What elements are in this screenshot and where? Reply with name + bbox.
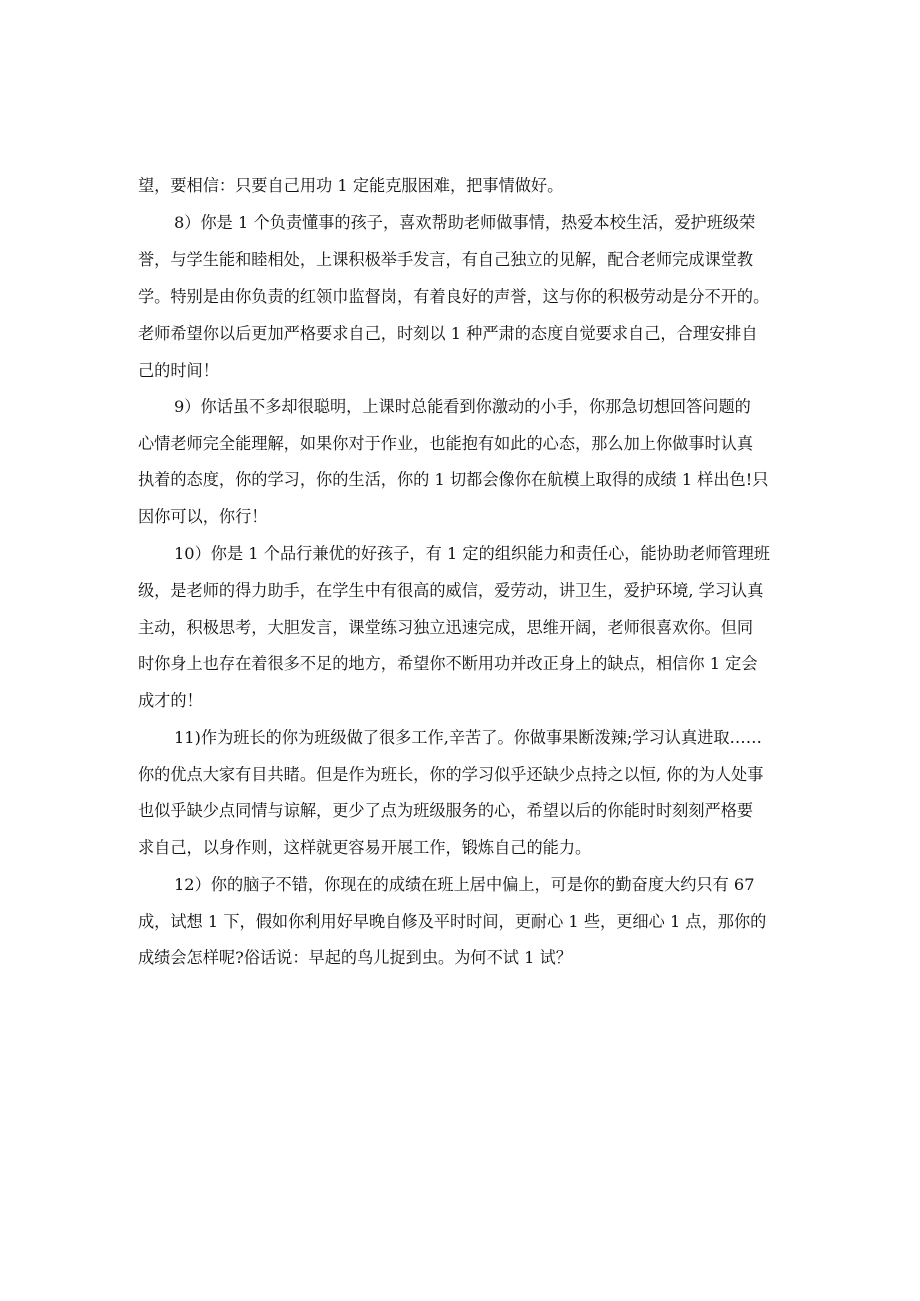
text-line: 己的时间！ [138, 361, 219, 380]
text-line: 老师希望你以后更加严格要求自己，时刻以 1 种严肃的态度自觉要求自己，合理安排自 [138, 324, 758, 343]
text-line: 执着的态度，你的学习，你的生活，你的 1 切都会像你在航模上取得的成绩 1 样出色!只 [138, 470, 769, 489]
text-line: 时你身上也存在着很多不足的地方，希望你不断用功并改正身上的缺点，相信你 1 定会 [138, 654, 758, 673]
text-line: 主动，积极思考，大胆发言，课堂练习独立迅速完成，思维开阔，老师很喜欢你。但同 [138, 618, 754, 637]
text-line: 9）你话虽不多却很聪明，上课时总能看到你激动的小手，你那急切想回答问题的 [174, 397, 751, 416]
text-line: 求自己，以身作则，这样就更容易开展工作，锻炼自己的能力。 [138, 838, 592, 857]
text-line: 11)作为班长的你为班级做了很多工作,辛苦了。你做事果断泼辣;学习认真进取…… [174, 728, 762, 747]
text-line: 成绩会怎样呢?俗话说：早起的鸟儿捉到虫。为何不试 1 试？ [138, 948, 572, 967]
text-line: 望，要相信：只要自己用功 1 定能克服困难，把事情做好。 [138, 176, 564, 195]
text-line: 10）你是 1 个品行兼优的好孩子，有 1 定的组织能力和责任心，能协助老师管理班 [174, 544, 770, 563]
text-line: 你的优点大家有目共睹。但是作为班长，你的学习似乎还缺少点持之以恒, 你的为人处事 [138, 765, 764, 784]
text-line: 誉，与学生能和睦相处，上课积极举手发言，有自己独立的见解，配合老师完成课堂教 [138, 250, 754, 269]
text-line: 学。特别是由你负责的红领巾监督岗，有着良好的声誉，这与你的积极劳动是分不开的。 [138, 287, 770, 306]
text-line: 8）你是 1 个负责懂事的孩子，喜欢帮助老师做事情，热爱本校生活，爱护班级荣 [174, 213, 756, 232]
text-line: 心情老师完全能理解，如果你对于作业，也能抱有如此的心态，那么加上你做事时认真 [138, 434, 754, 453]
text-line: 级，是老师的得力助手，在学生中有很高的威信，爱劳动，讲卫生，爱护环境, 学习认真 [138, 581, 764, 600]
text-line: 也似乎缺少点同情与谅解，更少了点为班级服务的心，希望以后的你能时时刻刻严格要 [138, 801, 754, 820]
text-line: 成，试想 1 下，假如你利用好早晚自修及平时时间，更耐心 1 些，更细心 1 点，那你的 [138, 912, 767, 931]
text-line: 12）你的脑子不错，你现在的成绩在班上居中偏上，可是你的勤奋度大约只有 67 [174, 875, 755, 894]
text-line: 成才的！ [138, 691, 203, 710]
text-line: 因你可以，你行！ [138, 507, 268, 526]
